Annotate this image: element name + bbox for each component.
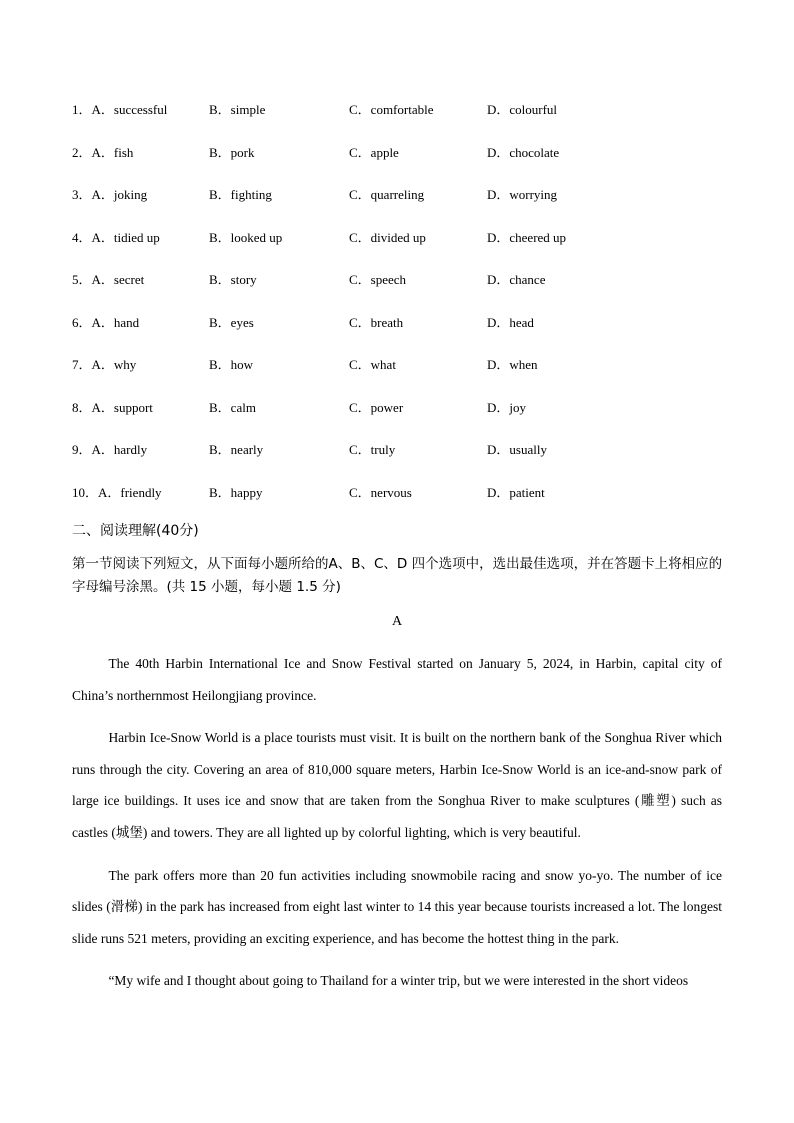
option-d: D．joy	[487, 399, 527, 415]
question-number: 1．	[72, 102, 92, 117]
option-c: C．breath	[349, 314, 404, 330]
passage-paragraph: The 40th Harbin International Ice and Snow Festival started on January 5, 2024, in Harbin, capital city of China’s northernmost Heilongjiang province.	[72, 656, 722, 703]
option-a: 5．A．secret	[72, 272, 145, 287]
passage-label: A	[391, 614, 403, 629]
option-d: D．head	[487, 314, 534, 330]
question-row	[72, 186, 732, 229]
question-number: 10．	[72, 484, 99, 500]
option-c: C．nervous	[349, 484, 412, 500]
question-row	[72, 441, 732, 484]
option-d: D．worrying	[487, 187, 558, 202]
question-number: 8．	[72, 399, 92, 415]
option-c: C．apple	[349, 144, 399, 160]
question-row	[72, 144, 732, 187]
option-b: B．how	[209, 357, 254, 372]
option-c: C．comfortable	[349, 102, 434, 117]
question-number: 3．	[72, 187, 92, 202]
passage-paragraph: “My wife and I thought about going to Thailand for a winter trip, but we were interested in the short videos	[108, 973, 689, 989]
question-number: 6．	[72, 314, 92, 330]
option-b: B．story	[209, 272, 257, 287]
option-a: 9．A．hardly	[72, 442, 148, 457]
option-a: 7．A．why	[72, 357, 137, 372]
cloze-options-list	[72, 101, 732, 526]
option-d: D．chocolate	[487, 144, 560, 160]
option-d: D．cheered up	[487, 229, 567, 245]
section-instructions: 第一节阅读下列短文，从下面每小题所给的A、B、C、D 四个选项中，选出最佳选项，并在答题卡上将相应的字母编号涂黑。(共 15 小题，每小题 1.5 分)	[72, 556, 723, 595]
option-c: C．quarreling	[349, 187, 425, 202]
option-d: D．usually	[487, 442, 547, 457]
option-b: B．pork	[209, 144, 255, 160]
question-number: 9．	[72, 442, 92, 457]
option-d: D．patient	[487, 484, 545, 500]
option-d: D．when	[487, 357, 538, 372]
option-a: 6．A．hand	[72, 314, 140, 330]
option-c: C．divided up	[349, 229, 426, 245]
option-b: B．calm	[209, 399, 256, 415]
option-b: B．happy	[209, 484, 263, 500]
passage-paragraph: Harbin Ice-Snow World is a place tourists must visit. It is built on the northern bank of the Songhua River which runs through the city. Covering an area of 810,000 square meters, Harbin Ice-Snow World is an ice-and-snow park of large ice buildings. It uses ice and snow that are taken from the Songhua River to make sculptures (雕塑) such as castles (城堡) and towers. They are all lighted up by colorful lighting, which is very beautiful.	[72, 730, 722, 840]
question-number: 7．	[72, 357, 92, 372]
option-d: D．colourful	[487, 102, 558, 117]
question-row	[72, 399, 732, 442]
question-row	[72, 101, 732, 144]
option-a: 1．A．successful	[72, 102, 168, 117]
option-a: 4．A．tidied up	[72, 229, 160, 245]
option-c: C．what	[349, 357, 396, 372]
question-row	[72, 356, 732, 399]
option-b: B．eyes	[209, 314, 254, 330]
section-title: 二、阅读理解(40分)	[72, 523, 199, 539]
option-c: C．speech	[349, 272, 407, 287]
option-a: 2．A．fish	[72, 144, 134, 160]
option-b: B．looked up	[209, 229, 283, 245]
option-a: 8．A．support	[72, 399, 153, 415]
passage-body	[72, 648, 722, 1008]
question-number: 4．	[72, 229, 92, 245]
question-number: 5．	[72, 272, 92, 287]
option-b: B．simple	[209, 102, 266, 117]
question-row	[72, 229, 732, 272]
option-c: C．power	[349, 399, 404, 415]
passage-paragraph: The park offers more than 20 fun activities including snowmobile racing and snow yo-yo. The number of ice slides (滑梯) in the park has increased from eight last winter to 14 this year because tourists increased a lot. The longest slide runs 521 meters, providing an exciting experience, and has become the hottest thing in the park.	[72, 867, 722, 946]
question-row	[72, 314, 732, 357]
question-number: 2．	[72, 144, 92, 160]
option-a: 3．A．joking	[72, 187, 148, 202]
option-c: C．truly	[349, 442, 396, 457]
question-row	[72, 484, 732, 527]
option-b: B．fighting	[209, 187, 272, 202]
option-b: B．nearly	[209, 442, 264, 457]
option-d: D．chance	[487, 272, 546, 287]
option-a: 10．A．friendly	[72, 484, 162, 500]
question-row	[72, 271, 732, 314]
